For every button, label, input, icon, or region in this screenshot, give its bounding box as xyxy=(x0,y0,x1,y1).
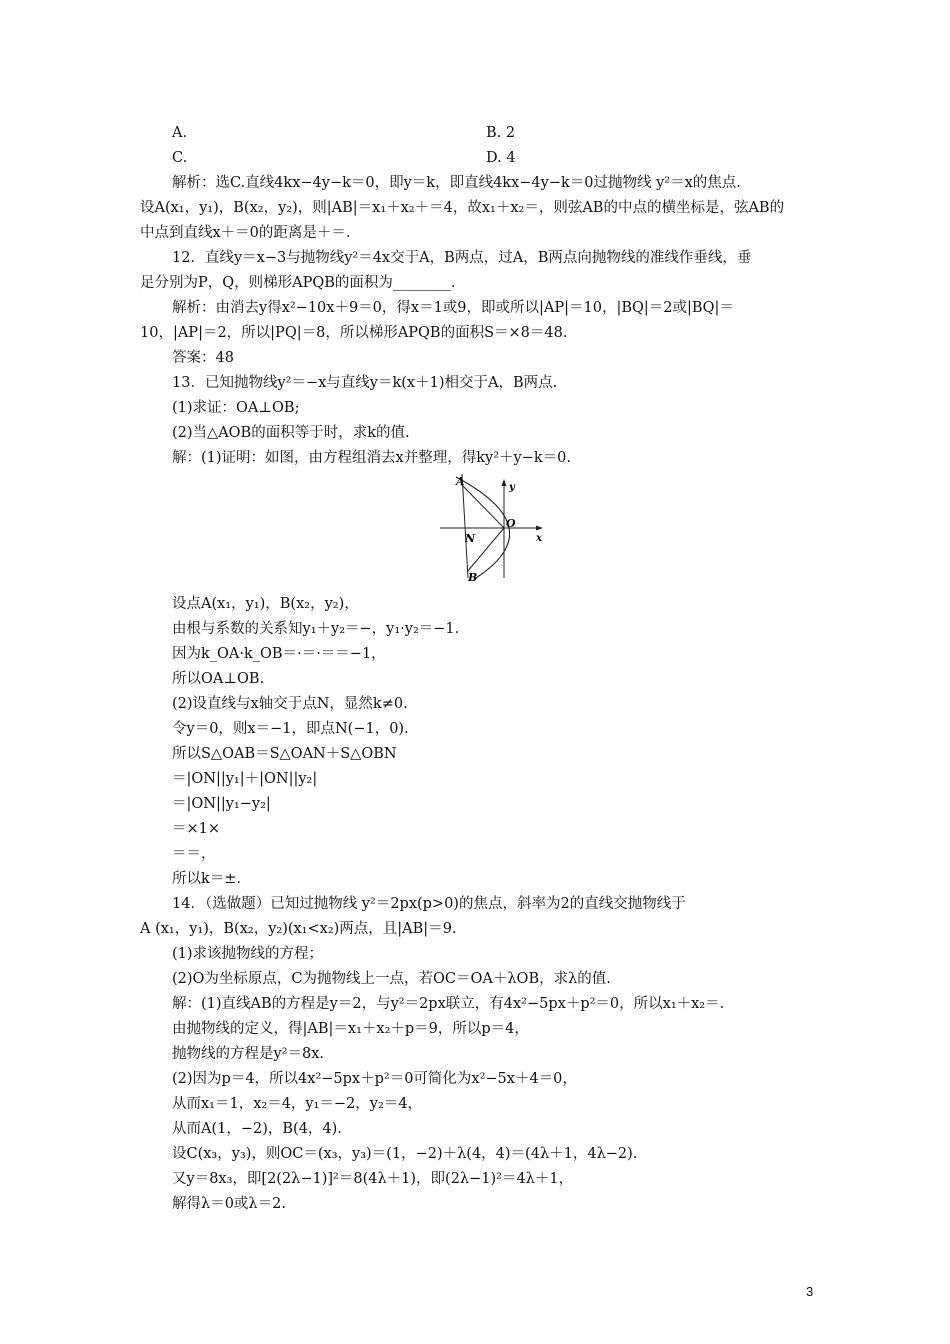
parabola-figure xyxy=(432,474,552,584)
text-line: 解析：由消去y得x²−10x＋9＝0，得x＝1或9，即或所以|AP|＝10，|BQ|＝2或|BQ|＝ xyxy=(172,300,734,316)
text-line: 令y＝0，则x＝−1，即点N(−1，0). xyxy=(172,721,409,737)
text-line: 设点A(x₁，y₁)，B(x₂，y₂)， xyxy=(172,596,359,612)
text-line: 设A(x₁，y₁)，B(x₂，y₂)，则|AB|＝x₁＋x₂＋＝4，故x₁＋x₂＝，则弦AB的中点的横坐标是，弦AB的 xyxy=(140,200,785,216)
text-line: ＝×1× xyxy=(172,821,221,837)
question-12: 12．直线y＝x−3与抛物线y²＝4x交于A，B两点，过A，B两点向抛物线的准线作垂线，垂 xyxy=(172,250,752,266)
text-line: 从而A(1，−2)，B(4，4). xyxy=(172,1121,342,1137)
text-line: (1)求该抛物线的方程； xyxy=(172,946,324,962)
text-line: A (x₁，y₁)，B(x₂，y₂)(x₁<x₂)两点，且|AB|＝9. xyxy=(140,921,457,937)
text-line: 所以k＝±. xyxy=(172,871,242,887)
text-line: 解析：选C.直线4kx−4y−k＝0，即y＝k，即直线4kx−4y−k＝0过抛物线 y²＝x的焦点. xyxy=(172,175,741,191)
text-line: 从而x₁＝1，x₂＝4，y₁＝−2，y₂＝4， xyxy=(172,1096,423,1112)
text-line: (2)因为p＝4，所以4x²−5px＋p²＝0可简化为x²−5x＋4＝0， xyxy=(172,1071,577,1087)
text-line: ＝|ON||y₁|＋|ON||y₂| xyxy=(172,771,318,787)
question-14: 14．（选做题）已知过抛物线 y²＝2px(p>0)的焦点，斜率为2的直线交抛物线于 xyxy=(172,896,686,912)
text-line: 中点到直线x＋＝0的距离是＋＝. xyxy=(140,225,351,241)
text-line: 因为k_OA·k_OB＝·＝·＝＝−1， xyxy=(172,646,386,662)
text-line: (2)当△AOB的面积等于时，求k的值. xyxy=(172,425,410,441)
text-line: ＝|ON||y₁−y₂| xyxy=(172,796,271,812)
question-13: 13．已知抛物线y²＝−x与直线y＝k(x＋1)相交于A，B两点. xyxy=(172,375,558,391)
option-b: B. 2 xyxy=(486,125,516,141)
text-line: ＝＝， xyxy=(172,846,216,862)
text-line: 所以OA⊥OB. xyxy=(172,671,265,687)
segment-oa xyxy=(461,484,504,528)
text-line: 由根与系数的关系知y₁＋y₂＝−，y₁·y₂＝−1. xyxy=(172,621,460,637)
option-a: A. xyxy=(172,125,188,141)
text-line: 设C(x₃，y₃)，则OC＝(x₃，y₃)＝(1，−2)＋λ(4，4)＝(4λ＋1，4λ−2). xyxy=(172,1146,638,1162)
text-line: 又y＝8x₃，即[2(2λ−1)]²＝8(4λ＋1)，即(2λ−1)²＝4λ＋1， xyxy=(172,1171,574,1187)
text-line: 解：(1)直线AB的方程是y＝2，与y²＝2px联立，有4x²−5px＋p²＝0，所以x₁＋x₂＝. xyxy=(172,996,725,1012)
option-d: D. 4 xyxy=(486,150,516,166)
text-line: 解得λ＝0或λ＝2. xyxy=(172,1196,286,1212)
label-n: N xyxy=(465,532,476,545)
label-b: B xyxy=(468,571,478,584)
text-line: (2)设直线与x轴交于点N，显然k≠0. xyxy=(172,696,408,712)
text-line: 解：(1)证明：如图，由方程组消去x并整理，得ky²＋y−k＝0. xyxy=(172,450,571,466)
text-line: 足分别为P，Q，则梯形APQB的面积为________. xyxy=(140,275,456,291)
page-number: 3 xyxy=(806,1284,814,1299)
text-line: 所以S△OAB＝S△OAN＋S△OBN xyxy=(172,746,397,762)
text-line: 10，|AP|＝2，所以|PQ|＝8，所以梯形APQB的面积S＝×8＝48. xyxy=(140,325,568,341)
label-x: x xyxy=(536,533,542,544)
text-line: (2)O为坐标原点，C为抛物线上一点，若OC＝OA＋λOB，求λ的值. xyxy=(172,971,611,987)
label-a: A xyxy=(456,475,465,488)
y-axis-arrow xyxy=(502,479,507,486)
option-c: C. xyxy=(172,150,188,166)
label-o: O xyxy=(506,517,516,530)
text-line: 抛物线的方程是y²＝8x. xyxy=(172,1046,325,1062)
answer-line: 答案：48 xyxy=(172,350,234,366)
label-y: y xyxy=(509,482,515,493)
text-line: (1)求证：OA⊥OB; xyxy=(172,400,300,416)
x-axis-arrow xyxy=(536,526,543,531)
text-line: 由抛物线的定义，得|AB|＝x₁＋x₂＋p＝9，所以p＝4， xyxy=(172,1021,529,1037)
